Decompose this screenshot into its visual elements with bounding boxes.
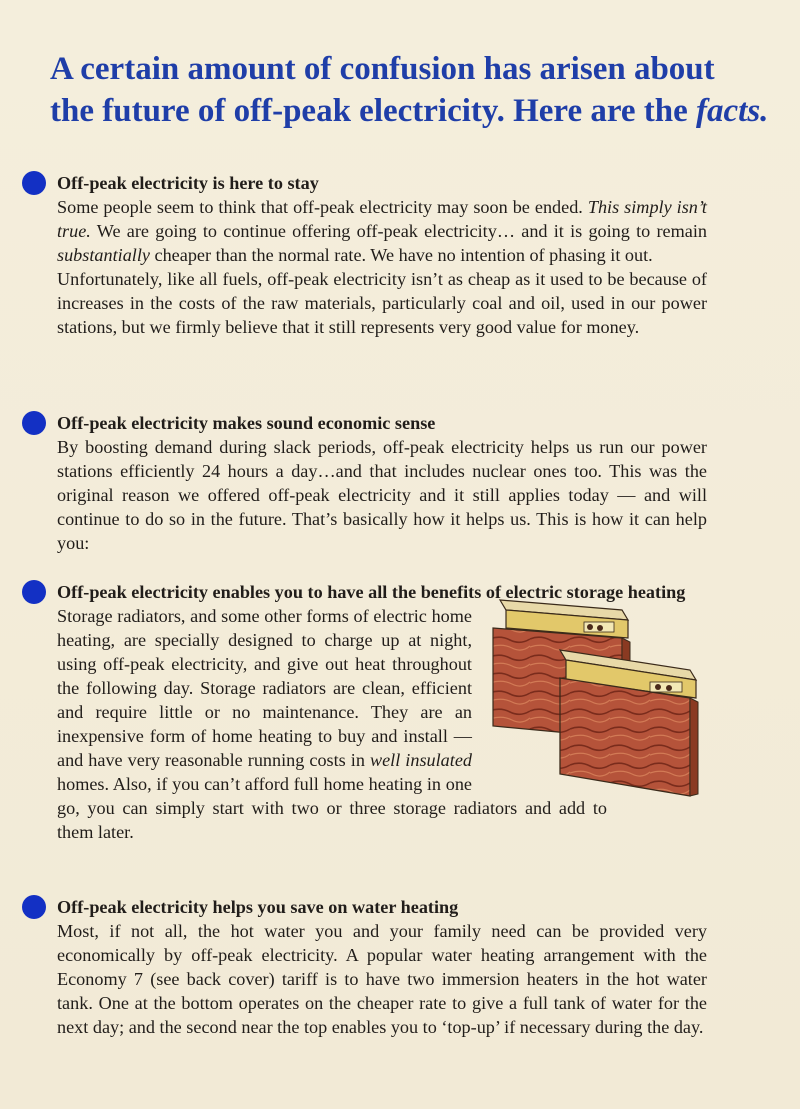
section-water-heating: [57, 895, 707, 1039]
section-paragraph: Some people seem to think that off-peak electricity may soon be ended. This simply isn’t true. We are going to continue offering off-peak electricity… and it is going to remain substantially cheaper than the normal rate. We have no intention of phasing it out.: [57, 197, 707, 265]
section-paragraph: Unfortunately, like all fuels, off-peak electricity isn’t as cheap as it used to be because of increases in the costs of the raw materials, particularly coal and oil, used in our power stations, but we firmly believe that it still represents very good value for money.: [57, 269, 707, 337]
section-economic-sense: [57, 411, 707, 555]
section-paragraph: By boosting demand during slack periods, off-peak electricity helps us run our power stations efficiently 24 hours a day…and that includes nuclear ones too. This was the original reason we offered off-peak electricity and it still applies today — and will continue to do so in the future. That’s basically how it helps us. This is how it can help you:: [57, 437, 707, 553]
section-paragraph: Storage radiators, and some other forms of electric home heating, are specially designed to charge up at night, using off-peak electricity, and give out heat throughout the following day. Storage radiators are clean, efficient and require little or no maintenance. They are an inexpensive form of home heating to buy and install — and have very reasonable running costs in well insulated homes. Also, if you can’t afford full home heating in one go, you can simply start with two or three storage radiators and add to them later.: [57, 606, 607, 842]
heading-line-2: the future of off-peak electricity. Here are the: [50, 93, 697, 129]
section-here-to-stay: [57, 171, 707, 339]
section-title: Off-peak electricity helps you save on water heating: [57, 897, 459, 917]
page-heading: [50, 48, 790, 132]
bullet-icon: [22, 171, 46, 195]
radiator-front: [560, 650, 698, 796]
storage-radiators-illustration: [490, 598, 705, 798]
bullet-icon: [22, 580, 46, 604]
bullet-icon: [22, 411, 46, 435]
heading-line-1: A certain amount of confusion has arisen about: [50, 51, 715, 87]
section-title: Off-peak electricity makes sound economic sense: [57, 413, 436, 433]
section-title: Off-peak electricity is here to stay: [57, 173, 319, 193]
bullet-icon: [22, 895, 46, 919]
heading-emphasis: facts.: [696, 93, 769, 129]
section-title: Off-peak electricity enables you to have all the benefits of electric storage heating: [57, 582, 686, 602]
section-paragraph: Most, if not all, the hot water you and your family need can be provided very economically by off-peak electricity. A popular water heating arrangement with the Economy 7 (see back cover) tariff is to have two immersion heaters in the hot water tank. One at the bottom operates on the cheaper rate to give a full tank of water for the next day; and the second near the top enables you to ‘top-up’ if necessary during the day.: [57, 921, 707, 1037]
